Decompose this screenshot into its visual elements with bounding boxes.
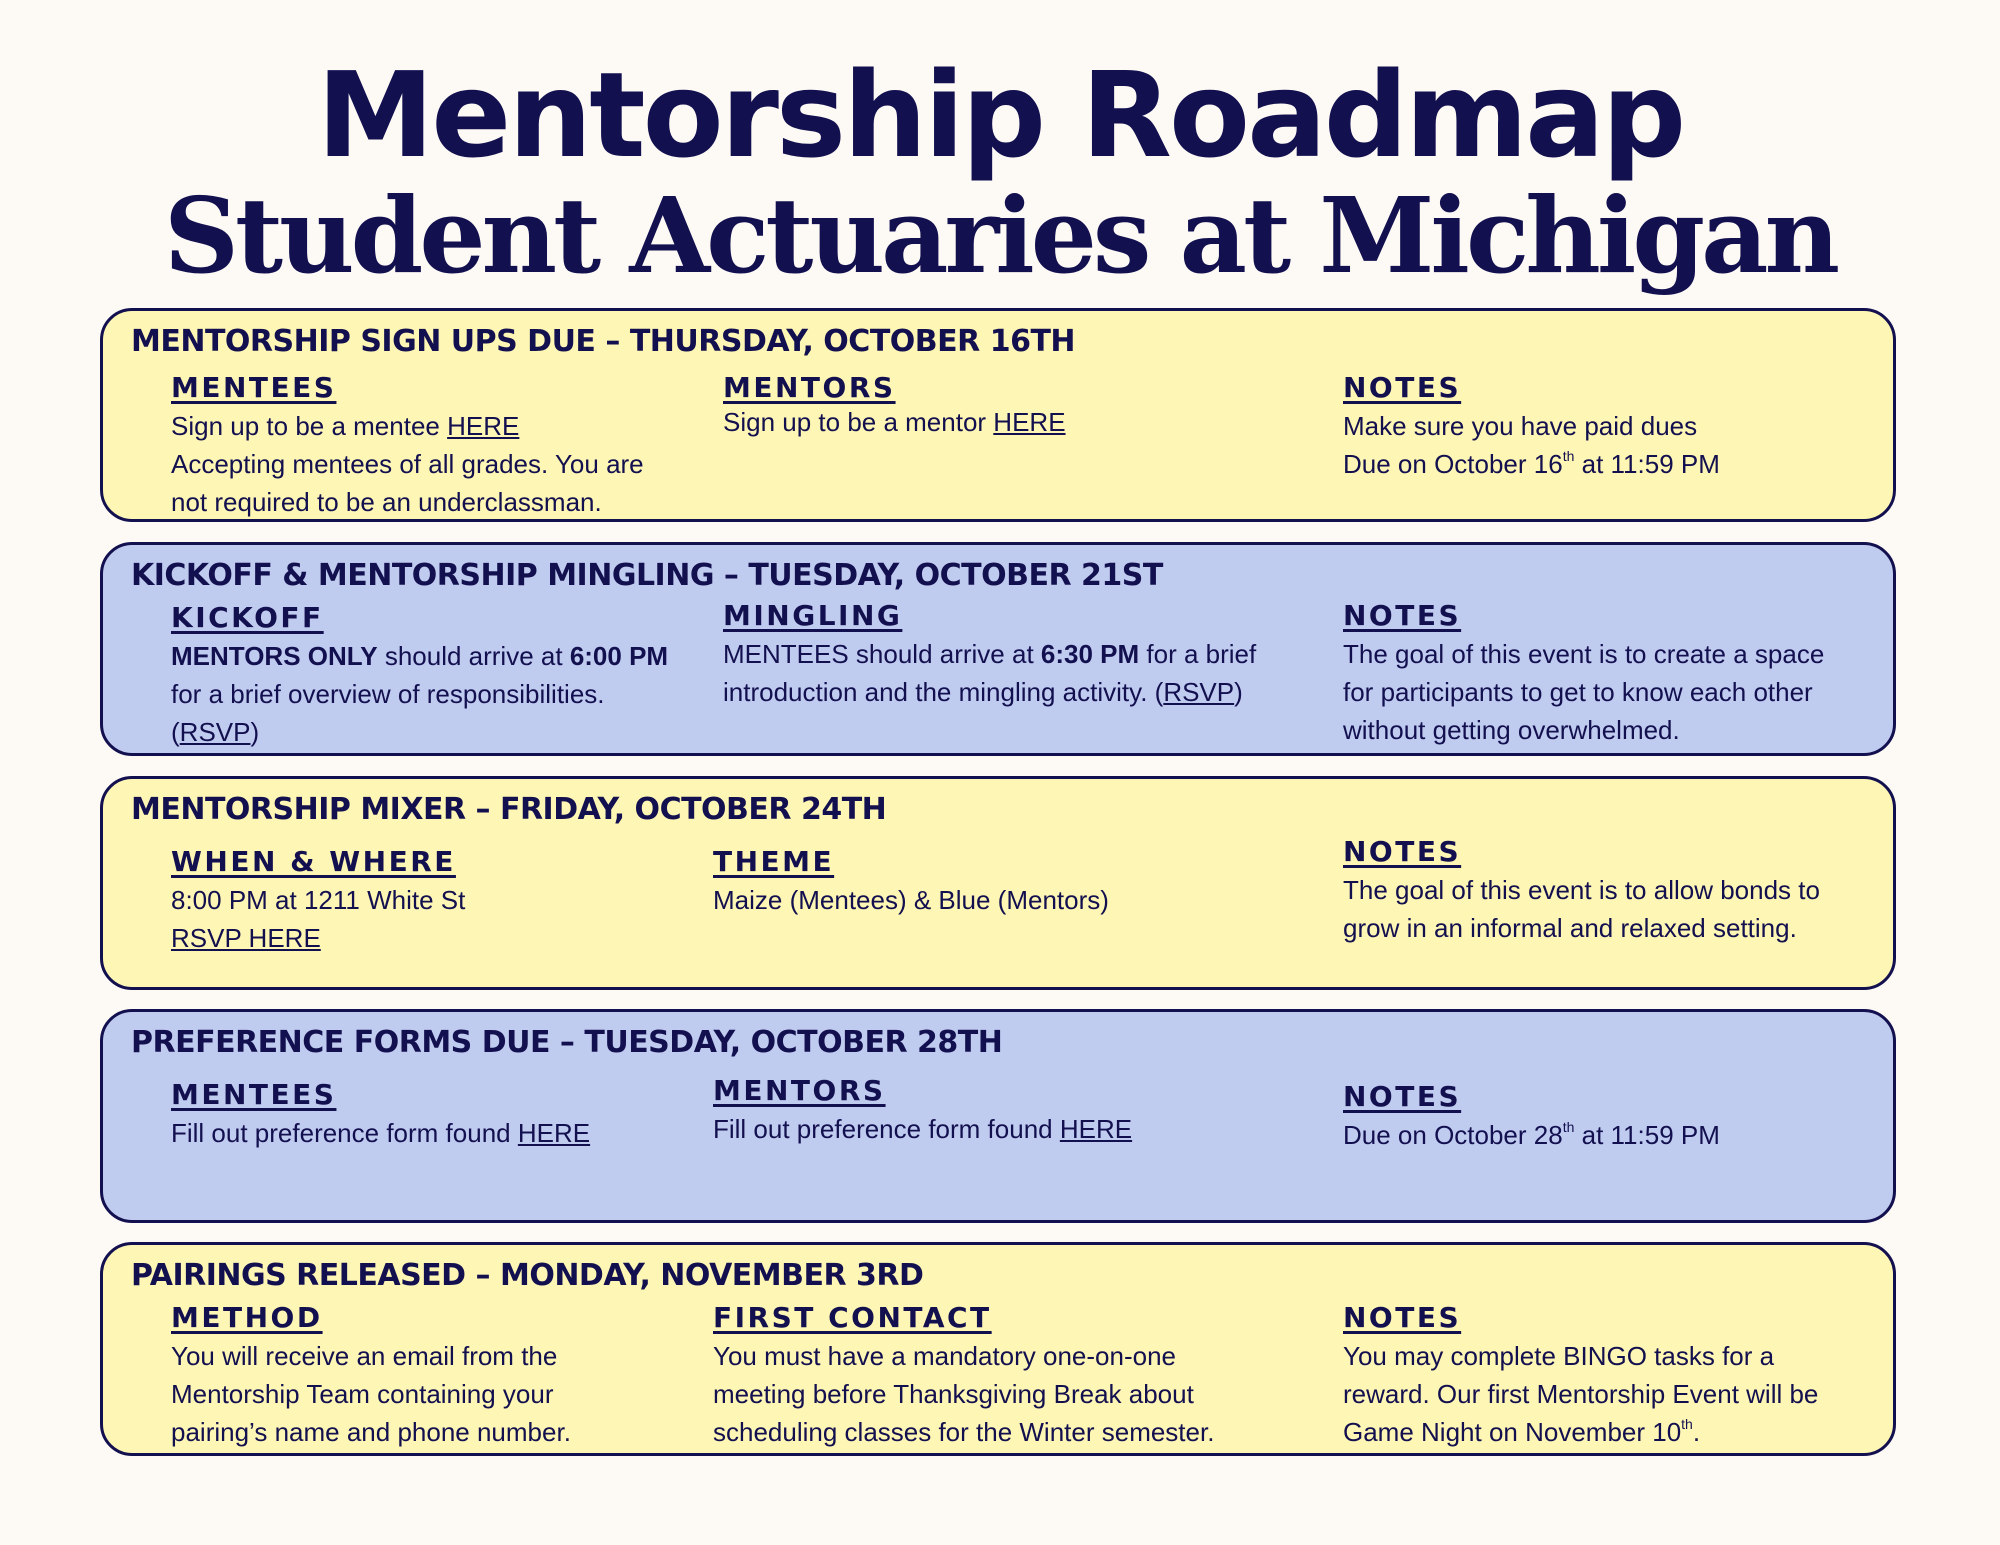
- column-text: Fill out preference form found HERE: [713, 1114, 1133, 1144]
- column-label: MENTEES: [171, 1078, 337, 1111]
- kickoff-column: [171, 599, 711, 751]
- mentors-column: [713, 1072, 1313, 1148]
- when-where-column: [171, 843, 691, 957]
- column-text: The goal of this event is to create a space for participants to get to know each other without getting overwhelmed.: [1343, 639, 1825, 745]
- notes-column: [1343, 1299, 1883, 1451]
- column-label: NOTES: [1343, 371, 1462, 404]
- column-label: MENTORS: [723, 371, 896, 404]
- column-label: WHEN & WHERE: [171, 845, 456, 878]
- notes-column: [1343, 833, 1883, 947]
- notes-column: [1343, 369, 1863, 483]
- page-subtitle: Student Actuaries at Michigan: [163, 174, 1837, 297]
- notes-column: [1343, 597, 1883, 749]
- mixer-rsvp-link[interactable]: RSVP HERE: [171, 923, 321, 953]
- mentees-column: [171, 369, 691, 521]
- event-heading: PREFERENCE FORMS DUE – TUESDAY, OCTOBER 28TH: [131, 1025, 1003, 1060]
- column-label: NOTES: [1343, 1080, 1462, 1113]
- mentors-column: [723, 369, 1283, 441]
- mentee-signup-link[interactable]: HERE: [447, 411, 520, 441]
- column-label: KICKOFF: [171, 601, 324, 634]
- notes-column: [1343, 1078, 1883, 1154]
- method-column: [171, 1299, 691, 1451]
- column-text: The goal of this event is to allow bonds to grow in an informal and relaxed setting.: [1343, 875, 1820, 943]
- event-heading: MENTORSHIP SIGN UPS DUE – THURSDAY, OCTOBER 16TH: [131, 324, 1076, 359]
- column-label: FIRST CONTACT: [713, 1301, 992, 1334]
- column-text: MENTEES should arrive at 6:30 PM for a brief introduction and the mingling activity. (RSVP): [723, 639, 1257, 707]
- event-card-signups: [100, 308, 1896, 522]
- mingling-rsvp-link[interactable]: RSVP: [1163, 677, 1235, 707]
- mentees-column: [171, 1076, 691, 1152]
- column-text: Maize (Mentees) & Blue (Mentors): [713, 885, 1109, 915]
- mingling-column: [723, 597, 1323, 711]
- event-heading: KICKOFF & MENTORSHIP MINGLING – TUESDAY, OCTOBER 21ST: [131, 558, 1163, 593]
- column-label: MENTEES: [171, 371, 337, 404]
- column-label: NOTES: [1343, 599, 1462, 632]
- event-card-pairings: [100, 1242, 1896, 1456]
- column-label: MENTORS: [713, 1074, 886, 1107]
- column-label: MINGLING: [723, 599, 903, 632]
- theme-column: [713, 843, 1313, 919]
- mentor-preference-form-link[interactable]: HERE: [1059, 1114, 1133, 1144]
- column-text: Make sure you have paid dues Due on October 16th at 11:59 PM: [1343, 411, 1720, 479]
- event-heading: PAIRINGS RELEASED – MONDAY, NOVEMBER 3RD: [131, 1258, 924, 1293]
- column-text: You may complete BINGO tasks for a reward. Our first Mentorship Event will be Game Night on November 10th.: [1343, 1341, 1819, 1447]
- column-text: 8:00 PM at 1211 White St RSVP HERE: [171, 885, 466, 953]
- column-text: You must have a mandatory one-on-one meeting before Thanksgiving Break about scheduling classes for the Winter semester.: [713, 1341, 1215, 1447]
- column-label: NOTES: [1343, 1301, 1462, 1334]
- mentee-preference-form-link[interactable]: HERE: [517, 1118, 591, 1148]
- column-text: Sign up to be a mentor HERE: [723, 407, 1066, 437]
- first-contact-column: [713, 1299, 1333, 1451]
- event-card-preference-forms: [100, 1009, 1896, 1223]
- column-label: NOTES: [1343, 835, 1462, 868]
- column-text: MENTORS ONLY should arrive at 6:00 PM for a brief overview of responsibilities. (RSVP): [171, 641, 669, 747]
- column-text: Due on October 28th at 11:59 PM: [1343, 1119, 1720, 1150]
- mentor-signup-link[interactable]: HERE: [993, 407, 1066, 437]
- kickoff-rsvp-link[interactable]: RSVP: [179, 717, 251, 747]
- page-title: Mentorship Roadmap: [316, 46, 1684, 184]
- column-text: Fill out preference form found HERE: [171, 1118, 591, 1148]
- event-card-mixer: [100, 776, 1896, 990]
- column-text: Sign up to be a mentee HERE Accepting mentees of all grades. You are not required to be an underclassman.: [171, 411, 644, 517]
- column-text: You will receive an email from the Mentorship Team containing your pairing’s name and phone number.: [171, 1341, 571, 1447]
- column-label: THEME: [713, 845, 835, 878]
- column-label: METHOD: [171, 1301, 323, 1334]
- event-heading: MENTORSHIP MIXER – FRIDAY, OCTOBER 24TH: [131, 792, 887, 827]
- event-card-kickoff: [100, 542, 1896, 756]
